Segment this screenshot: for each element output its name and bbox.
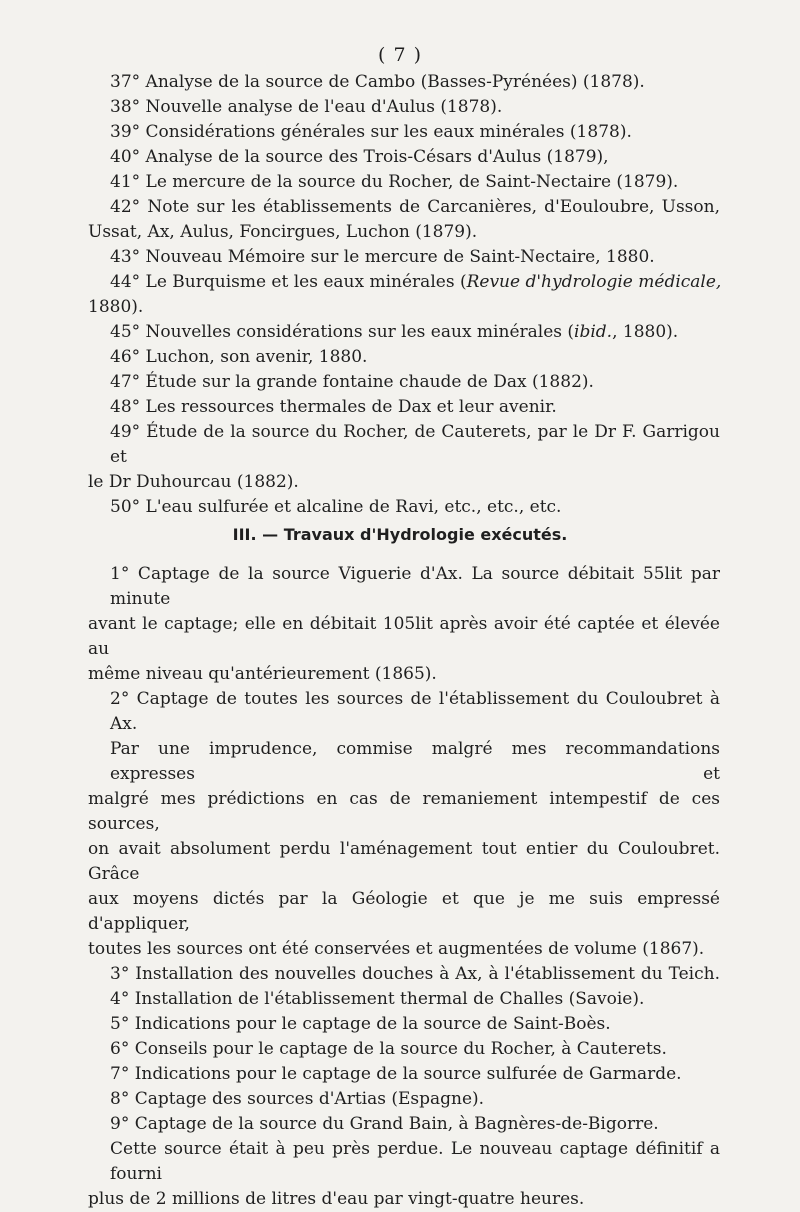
list-item: 41° Le mercure de la source du Rocher, de Saint-Nectaire (1879). xyxy=(110,172,679,192)
work-item: 4° Installation de l'établissement thermal de Challes (Savoie). xyxy=(110,989,645,1009)
paragraph-line: Cette source était à peu près perdue. Le nouveau captage définitif a fourni xyxy=(110,1139,720,1184)
page-number: ( 7 ) xyxy=(378,44,422,66)
list-item: 39° Considérations générales sur les eaux minérales (1878). xyxy=(110,122,632,142)
work-item-continuation: même niveau qu'antérieurement (1865). xyxy=(88,664,437,684)
section-heading: III. — Travaux d'Hydrologie exécutés. xyxy=(232,525,568,544)
list-item-continuation: 1880). xyxy=(88,297,144,317)
list-item-text: , 1880). xyxy=(612,322,679,342)
journal-title: Revue d'hydrologie médicale, xyxy=(466,272,722,292)
works-list xyxy=(88,562,720,1212)
list-item: 49° Étude de la source du Rocher, de Cauterets, par le Dr F. Garrigou et xyxy=(110,422,720,467)
work-item: 8° Captage des sources d'Artias (Espagne). xyxy=(110,1089,485,1109)
work-item: 1° Captage de la source Viguerie d'Ax. La source débitait 55lit par minute xyxy=(110,564,720,609)
list-item: 43° Nouveau Mémoire sur le mercure de Saint-Nectaire, 1880. xyxy=(110,247,655,267)
list-item xyxy=(88,270,720,295)
work-item: 9° Captage de la source du Grand Bain, à Bagnères-de-Bigorre. xyxy=(110,1114,659,1134)
list-item: 47° Étude sur la grande fontaine chaude de Dax (1882). xyxy=(110,372,594,392)
list-item xyxy=(88,320,720,345)
publication-list xyxy=(88,70,720,520)
paragraph-line: plus de 2 millions de litres d'eau par vingt-quatre heures. xyxy=(88,1189,585,1209)
paragraph-line: Par une imprudence, commise malgré mes recommandations expresses et xyxy=(110,739,720,784)
paragraph-line: toutes les sources ont été conservées et augmentées de volume (1867). xyxy=(88,939,705,959)
work-item: 5° Indications pour le captage de la source de Saint-Boès. xyxy=(110,1014,611,1034)
work-item: 3° Installation des nouvelles douches à Ax, à l'établissement du Teich. xyxy=(110,964,720,984)
list-item: 40° Analyse de la source des Trois-Césars d'Aulus (1879), xyxy=(110,147,609,167)
list-item: 46° Luchon, son avenir, 1880. xyxy=(110,347,368,367)
list-item: 38° Nouvelle analyse de l'eau d'Aulus (1878). xyxy=(110,97,503,117)
paragraph-line: malgré mes prédictions en cas de remaniement intempestif de ces sources, xyxy=(88,789,720,834)
list-item: 48° Les ressources thermales de Dax et leur avenir. xyxy=(110,397,557,417)
work-item: 6° Conseils pour le captage de la source du Rocher, à Cauterets. xyxy=(110,1039,667,1059)
list-item-text: 44° Le Burquisme et les eaux minérales ( xyxy=(110,272,467,292)
list-item-continuation: le Dr Duhourcau (1882). xyxy=(88,472,299,492)
list-item-continuation: Ussat, Ax, Aulus, Foncirgues, Luchon (1879). xyxy=(88,222,478,242)
work-item: 7° Indications pour le captage de la source sulfurée de Garmarde. xyxy=(110,1064,682,1084)
paragraph-line: on avait absolument perdu l'aménagement tout entier du Couloubret. Grâce xyxy=(88,839,720,884)
list-item-text: 45° Nouvelles considérations sur les eaux minérales ( xyxy=(110,322,575,342)
work-item: 2° Captage de toutes les sources de l'établissement du Couloubret à Ax. xyxy=(110,689,720,734)
paragraph-line: aux moyens dictés par la Géologie et que je me suis empressé d'appliquer, xyxy=(88,889,720,934)
list-item: 42° Note sur les établissements de Carcanières, d'Eouloubre, Usson, xyxy=(110,197,720,217)
list-item: 37° Analyse de la source de Cambo (Basses-Pyrénées) (1878). xyxy=(110,72,645,92)
list-item: 50° L'eau sulfurée et alcaline de Ravi, etc., etc., etc. xyxy=(110,497,562,517)
ibid-reference: ibid. xyxy=(574,322,613,342)
work-item-continuation: avant le captage; elle en débitait 105lit après avoir été captée et élevée au xyxy=(88,614,720,659)
